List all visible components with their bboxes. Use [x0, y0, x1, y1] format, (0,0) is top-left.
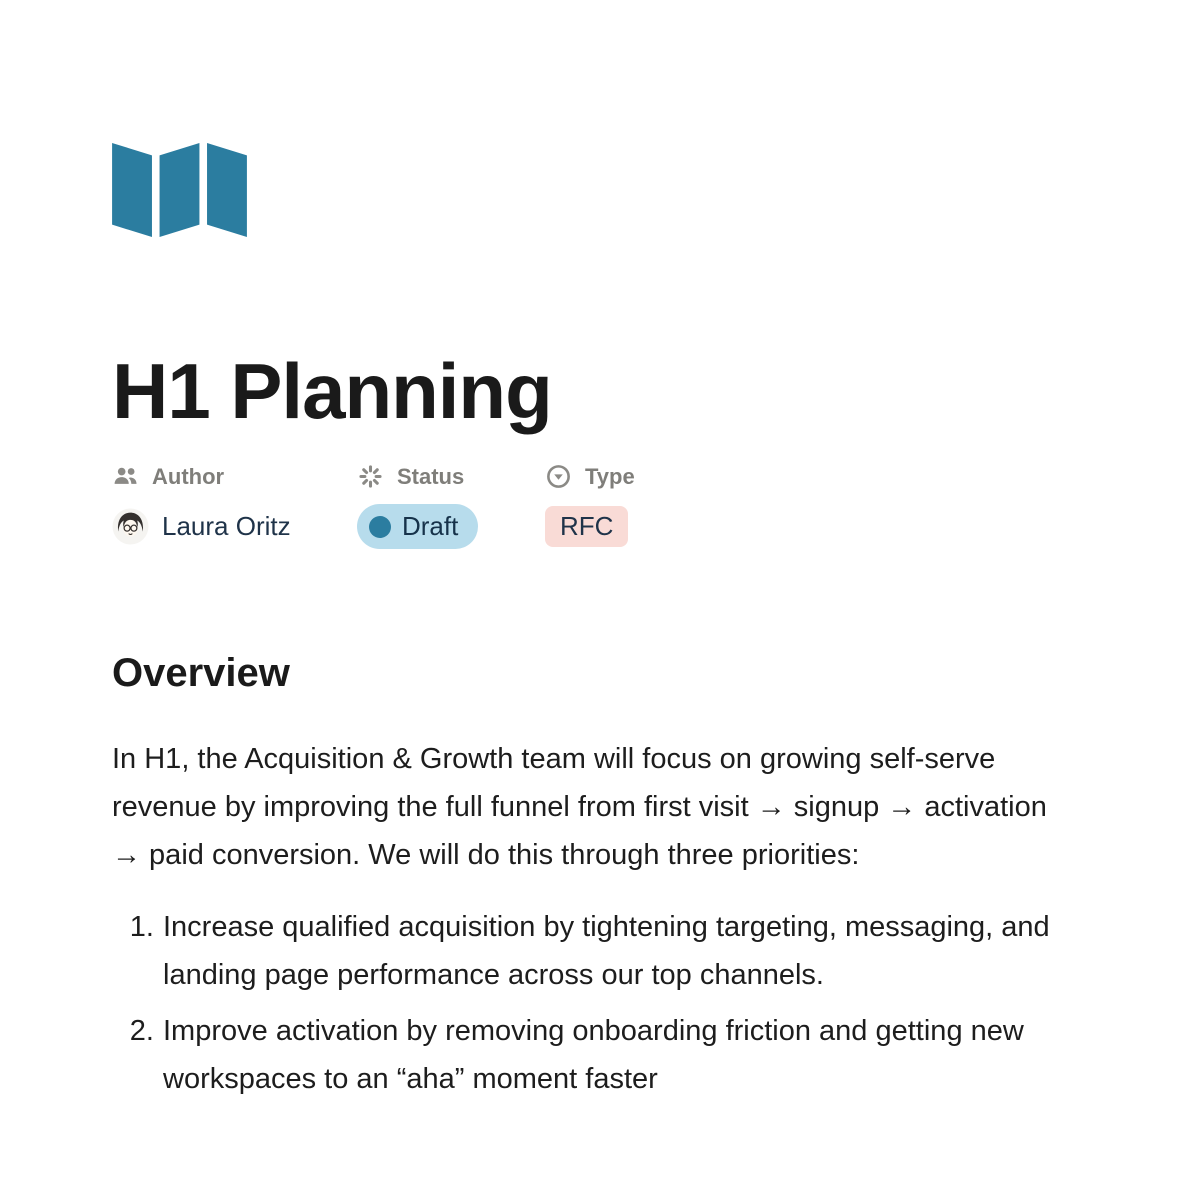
map-icon[interactable]: [112, 143, 247, 237]
list-item-2[interactable]: 2. Improve activation by removing onboarding friction and getting new workspaces to an “aha” moment faster: [162, 1007, 1064, 1103]
status-dot-icon: [369, 516, 391, 538]
property-label-status[interactable]: [357, 463, 545, 490]
section-heading-overview[interactable]: Overview: [112, 651, 290, 696]
property-label-text: Type: [585, 463, 635, 489]
document-page: [0, 143, 1200, 1103]
page-title[interactable]: H1 Planning: [112, 347, 552, 435]
select-circle-icon: [545, 463, 572, 490]
list-item-1[interactable]: 1. Increase qualified acquisition by tightening targeting, messaging, and landing page performance across our top channels.: [162, 903, 1064, 999]
status-pill-label: Draft: [402, 511, 459, 542]
people-icon: [112, 463, 139, 490]
property-label-author[interactable]: [112, 463, 357, 490]
property-value-type: [545, 506, 628, 547]
property-label-text: Status: [397, 463, 465, 489]
status-pill[interactable]: [357, 504, 478, 549]
property-labels-row: [112, 463, 1090, 490]
type-pill-label: RFC: [560, 511, 614, 542]
property-label-text: Author: [152, 463, 225, 489]
spinner-icon: [357, 463, 384, 490]
person-chip[interactable]: [112, 508, 357, 545]
property-values-row: [112, 504, 1090, 549]
property-value-author: [112, 508, 357, 545]
property-value-status: [357, 504, 545, 549]
type-pill[interactable]: [545, 506, 628, 547]
avatar: [112, 508, 149, 545]
author-name: Laura Oritz: [162, 511, 291, 542]
priorities-list: [112, 903, 1064, 1103]
overview-paragraph[interactable]: In H1, the Acquisition & Growth team will focus on growing self-serve revenue by improving the full funnel from first visit → signup → activation → paid conversion. We will do this through three priorities:: [112, 743, 1047, 872]
properties-panel: [112, 463, 1090, 549]
property-label-type[interactable]: [545, 463, 635, 490]
